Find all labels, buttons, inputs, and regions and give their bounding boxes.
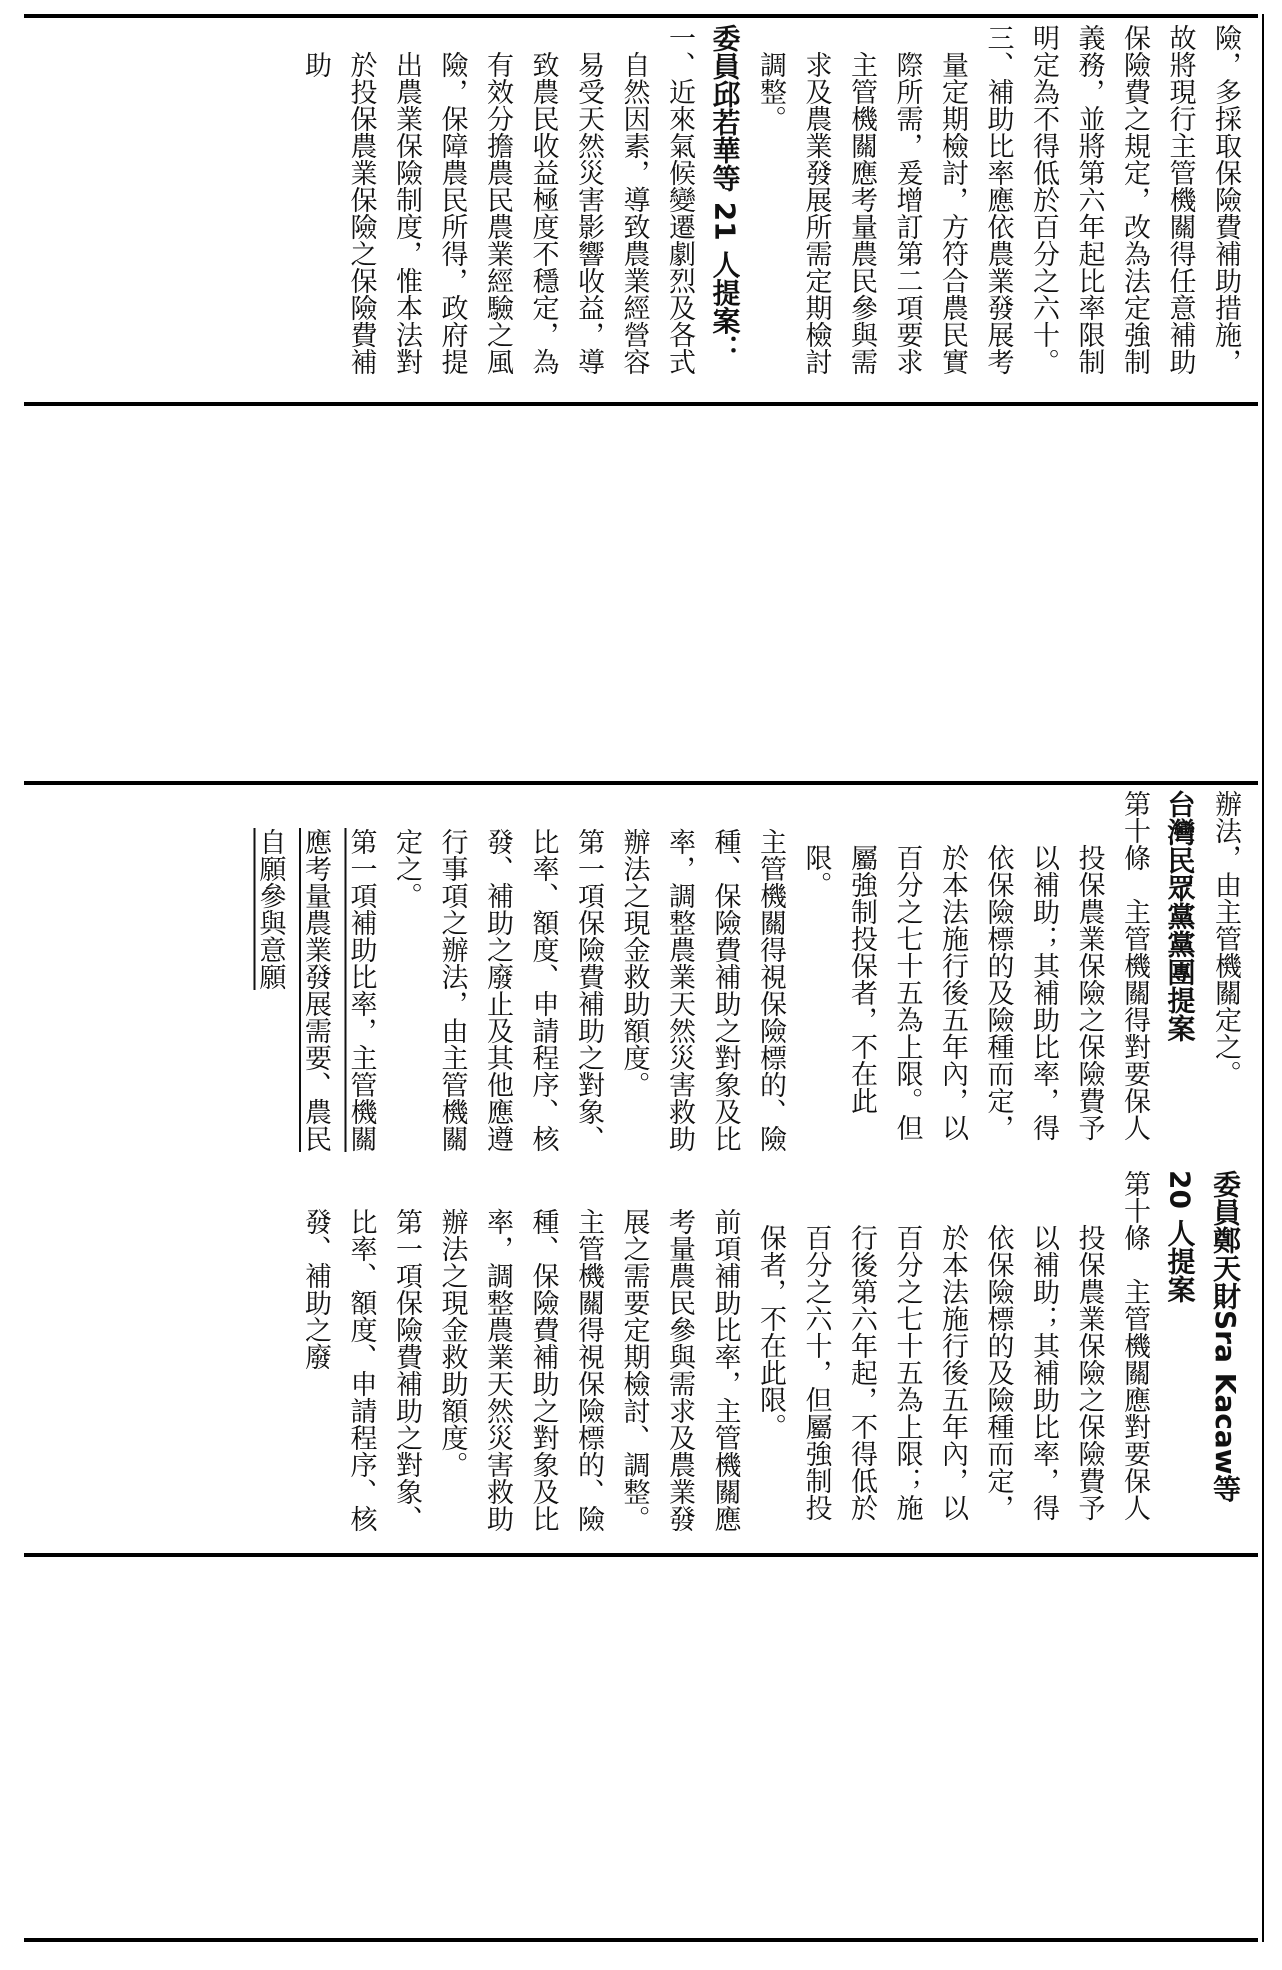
- rule-gap: [24, 402, 1258, 406]
- rule-bottom: [24, 1938, 1258, 1942]
- cheng-paragraph: 第十條 主管機關應對要保人投保農業保險之保險費予以補助；其補助比率，得依保險標的及險種而定，於本法施行後五年內，以百分之七十五為上限；施行後第六年起，不得低於百分之六十，但屬強制投保者，不在此限。: [755, 1170, 1150, 1521]
- column-explanation: [22, 24, 1248, 394]
- tpp-paragraph: 第十條 主管機關得對要保人投保農業保險之保險費予以補助；其補助比率，得依保險標的及險種而定，於本法施行後五年內，以百分之七十五為上限。但屬強制投保者，不在此限。: [800, 790, 1150, 1141]
- explanation-paragraph: 一、近來氣候變遷劇烈及各式自然因素，導致農業經營容易受天然災害影響收益，導致農民收益極度不穩定，為有效分擔農民農業經驗之風險，保障農民所得，政府提出農業保險制度，惟本法對於投保農業保險之保險費補助: [300, 24, 695, 375]
- tpp-paragraph: 第一項補助比率，主管機關應考量農業發展需要、農民自願參與意願: [254, 827, 377, 1152]
- tpp-paragraph: 第一項保險費補助之對象、比率、額度、申請程序、核發、補助之廢止及其他應遵行事項之辦法，由主管機關定之。: [391, 827, 604, 1152]
- rule-right-edge: [1262, 14, 1264, 1942]
- tpp-proposal-body: [247, 790, 1248, 1164]
- tpp-paragraph: 辦法，由主管機關定之。: [1210, 790, 1241, 1087]
- tpp-paragraph: 台灣民眾黨黨團提案: [1163, 790, 1197, 1042]
- cheng-paragraph: 前項補助比率，主管機關應考量農民參與需求及農業發展之需要定期檢討、調整。: [618, 1207, 741, 1532]
- cheng-paragraph: 委員鄭天財Sra Kacaw等 20 人提案: [1163, 1170, 1242, 1503]
- explanation-body: [293, 24, 1249, 394]
- cheng-paragraph: 主管機關得視保險標的、險種、保險費補助之對象及比率，調整農業天然災害救助辦法之現金救助額度。: [436, 1207, 604, 1532]
- cheng-proposal-body: [293, 1170, 1249, 1544]
- rule-middle: [24, 1553, 1258, 1557]
- column-cheng-proposal: [22, 1170, 1248, 1544]
- column-tpp-proposal: [22, 790, 1248, 1164]
- explanation-paragraph: 險，多採取保險費補助措施，故將現行主管機關得任意補助保險費之規定，改為法定強制義務，並將第六年起比率限制明定為不得低於百分之六十。: [1028, 24, 1241, 375]
- rule-upper-middle: [24, 781, 1258, 785]
- explanation-paragraph: 委員邱若華等 21 人提案：: [708, 24, 742, 363]
- rule-top: [24, 14, 1258, 18]
- cheng-paragraph: 第一項保險費補助之對象、比率、額度、申請程序、核發、補助之廢: [300, 1207, 422, 1532]
- explanation-paragraph: 三、補助比率應依農業發展考量定期檢討，方符合農民實際所需，爰增訂第二項要求主管機關應考量農民參與需求及農業發展所需定期檢討調整。: [755, 24, 1014, 375]
- tpp-paragraph: 主管機關得視保險標的、險種、保險費補助之對象及比率，調整農業天然災害救助辦法之現金救助額度。: [618, 827, 786, 1152]
